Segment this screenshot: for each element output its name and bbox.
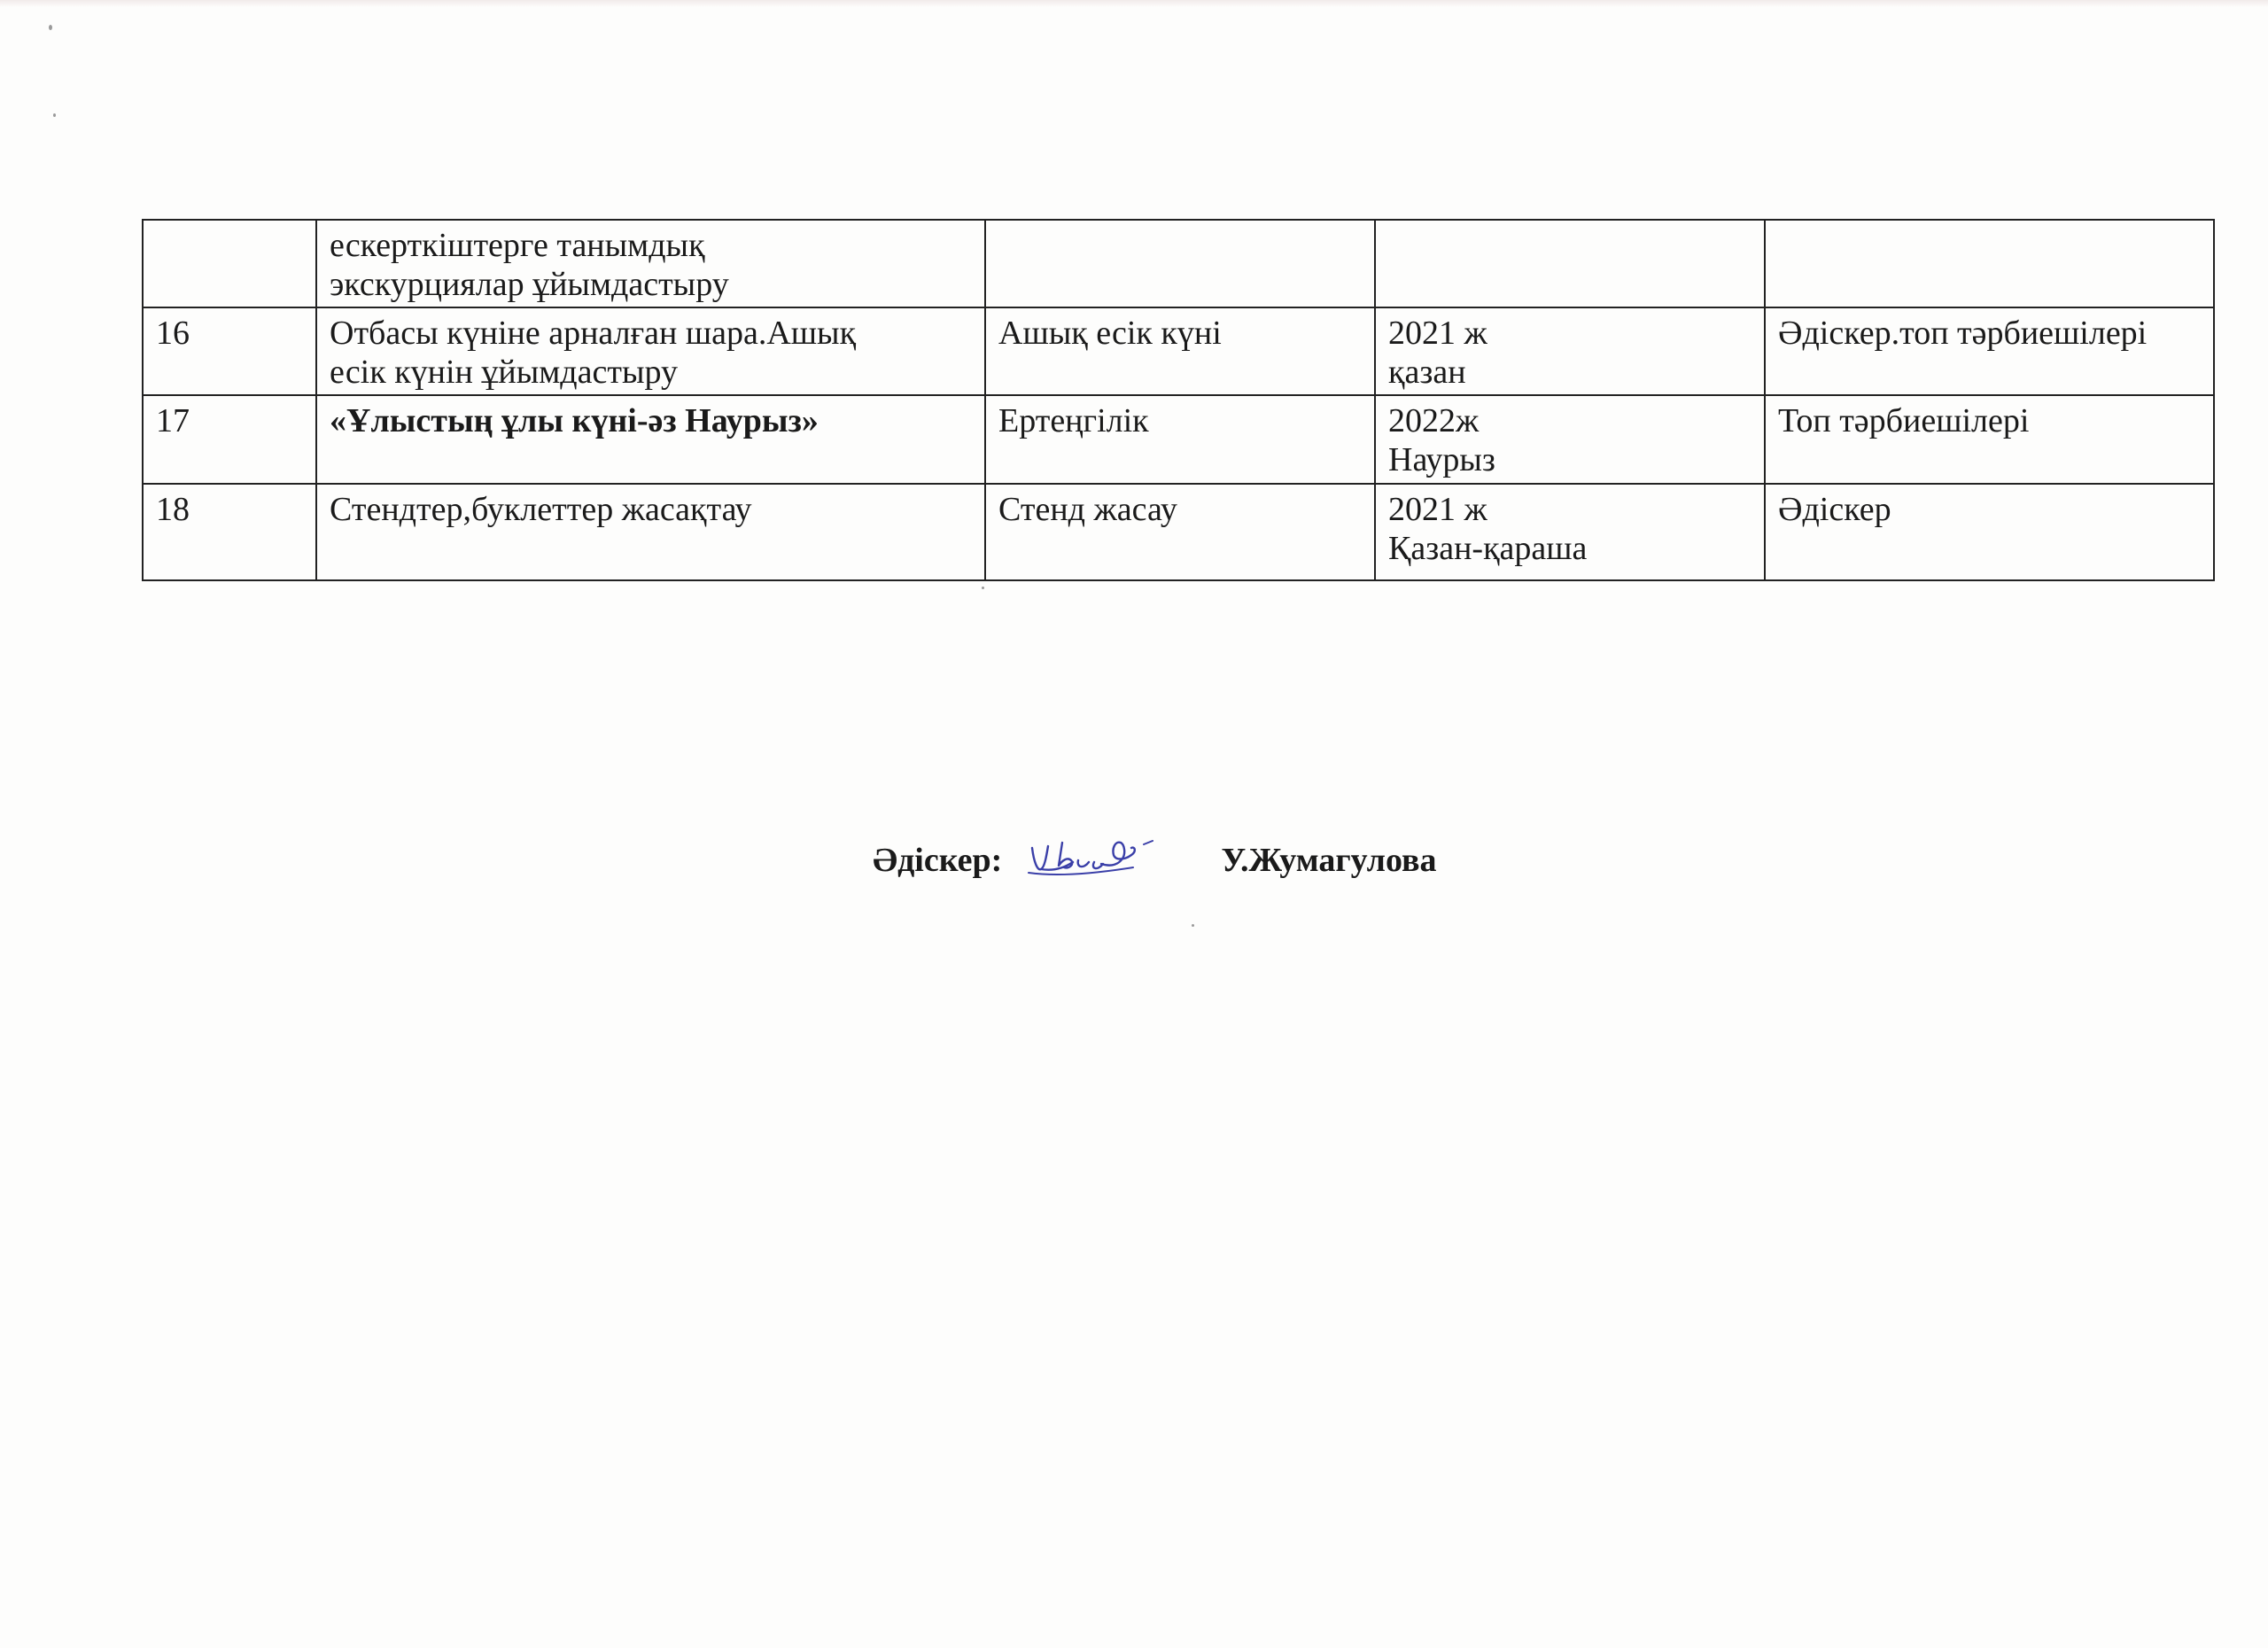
event-plan-table [142, 219, 2215, 581]
form-cell: Ашық есік күні [985, 307, 1375, 395]
signature-block [873, 833, 1437, 882]
date-cell [1375, 220, 1765, 307]
responsible-cell: Әдіскер.топ тәрбиешілері [1765, 307, 2214, 395]
scan-edge [0, 0, 2268, 7]
form-cell: Стенд жасау [985, 484, 1375, 580]
date-cell: 2021 ж Қазан-қараша [1375, 484, 1765, 580]
responsible-cell: Әдіскер [1765, 484, 2214, 580]
form-cell [985, 220, 1375, 307]
scan-speck [49, 25, 52, 30]
table-row [143, 484, 2214, 580]
signatory-name: У.Жумагулова [1221, 842, 1437, 880]
responsible-cell [1765, 220, 2214, 307]
signatory-role-label: Әдіскер: [873, 842, 1003, 880]
table-row [143, 307, 2214, 395]
event-cell: «Ұлыстың ұлы күні-әз Наурыз» [316, 395, 985, 484]
event-cell: Отбасы күніне арналған шара.Ашық есік күнін ұйымдастыру [316, 307, 985, 395]
scan-speck [1192, 924, 1194, 927]
row-number-cell [143, 220, 316, 307]
scan-speck [982, 587, 984, 589]
event-cell: Стендтер,буклеттер жасақтау [316, 484, 985, 580]
responsible-cell: Топ тәрбиешілері [1765, 395, 2214, 484]
row-number-cell: 16 [143, 307, 316, 395]
table-row [143, 220, 2214, 307]
form-cell: Ертеңгілік [985, 395, 1375, 484]
event-cell: ескерткіштерге танымдық экскурциялар ұйымдастыру [316, 220, 985, 307]
date-cell: 2021 ж қазан [1375, 307, 1765, 395]
row-number-cell: 17 [143, 395, 316, 484]
scan-speck [53, 113, 56, 117]
handwritten-signature [1027, 836, 1177, 885]
row-number-cell: 18 [143, 484, 316, 580]
table-row [143, 395, 2214, 484]
date-cell: 2022ж Наурыз [1375, 395, 1765, 484]
